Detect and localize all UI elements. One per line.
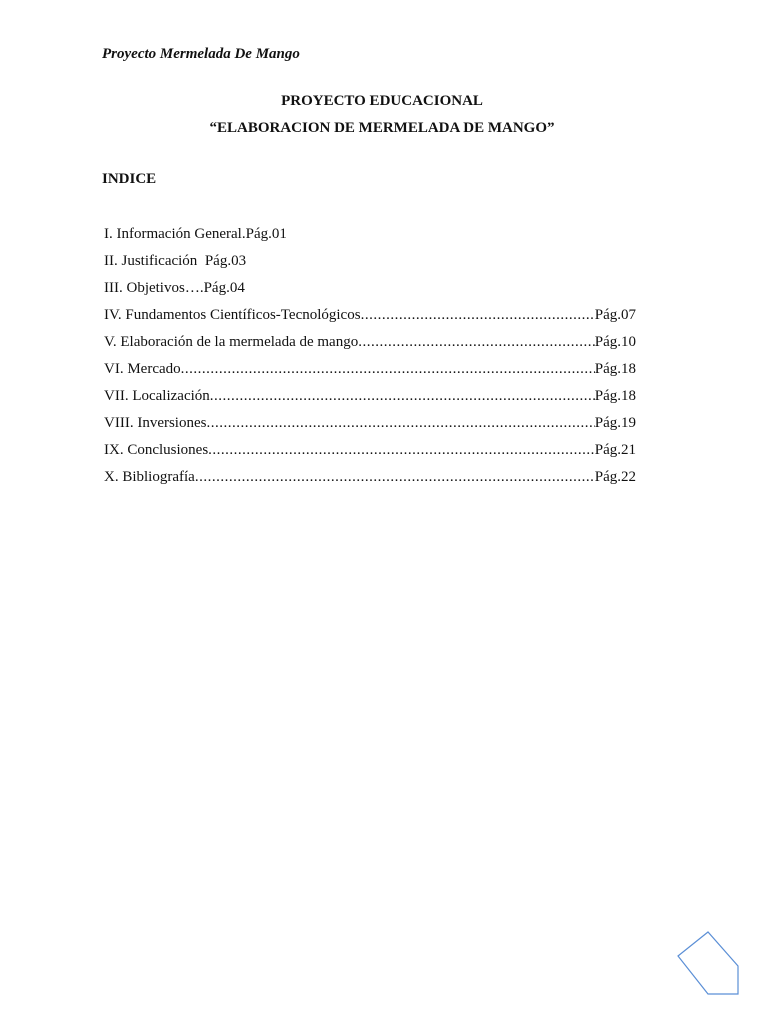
title-line-2: “ELABORACION DE MERMELADA DE MANGO” bbox=[209, 120, 555, 136]
toc-entry-label: I. Información General. bbox=[104, 226, 246, 242]
toc-entry-page: Pág.21 bbox=[594, 442, 636, 458]
toc-entry-label: III. Objetivos…. bbox=[104, 280, 204, 296]
toc-entry-label: V. Elaboración de la mermelada de mango bbox=[104, 334, 359, 350]
toc-entry bbox=[104, 386, 636, 413]
document-title bbox=[102, 90, 662, 144]
toc-entry-page: Pág.22 bbox=[594, 469, 636, 485]
index-heading: INDICE bbox=[102, 171, 157, 187]
toc-entry bbox=[104, 467, 636, 494]
toc-entry-label: IV. Fundamentos Científicos-Tecnológicos bbox=[104, 307, 361, 323]
toc-entry-page: Pág.19 bbox=[594, 415, 636, 431]
toc-dot-leader bbox=[181, 359, 595, 379]
toc-dot-leader bbox=[361, 305, 595, 325]
toc-entry-label: II. Justificación bbox=[104, 253, 205, 269]
toc-dot-leader bbox=[210, 386, 595, 406]
toc-entry-page: Pág.18 bbox=[594, 361, 636, 377]
toc-dot-leader bbox=[195, 467, 595, 487]
toc-entry bbox=[104, 440, 636, 467]
toc-entry bbox=[104, 278, 636, 305]
toc-entry-page: Pág.04 bbox=[203, 280, 245, 296]
toc-entry-label: VI. Mercado bbox=[104, 361, 181, 377]
toc-dot-leader bbox=[208, 440, 595, 460]
toc-dot-leader bbox=[358, 332, 595, 352]
toc-dot-leader bbox=[206, 413, 594, 433]
toc-entry bbox=[104, 305, 636, 332]
toc-entry-page: Pág.03 bbox=[204, 253, 247, 269]
toc-entry bbox=[104, 413, 636, 440]
running-header: Proyecto Mermelada De Mango bbox=[102, 46, 300, 62]
toc-entry bbox=[104, 332, 636, 359]
toc-entry-label: IX. Conclusiones bbox=[104, 442, 209, 458]
toc-entry-label: VIII. Inversiones bbox=[104, 415, 207, 431]
toc-entry-label: VII. Localización bbox=[104, 388, 210, 404]
table-of-contents bbox=[104, 224, 636, 494]
toc-entry bbox=[104, 251, 636, 278]
page-corner-tag-icon bbox=[672, 926, 752, 1006]
toc-entry-page: Pág.10 bbox=[594, 334, 636, 350]
toc-entry-page: Pág.01 bbox=[245, 226, 287, 242]
toc-entry bbox=[104, 359, 636, 386]
toc-entry-label: X. Bibliografía bbox=[104, 469, 195, 485]
toc-entry-page: Pág.18 bbox=[594, 388, 636, 404]
toc-entry-page: Pág.07 bbox=[594, 307, 636, 323]
toc-entry bbox=[104, 224, 636, 251]
title-line-1: PROYECTO EDUCACIONAL bbox=[281, 93, 483, 109]
